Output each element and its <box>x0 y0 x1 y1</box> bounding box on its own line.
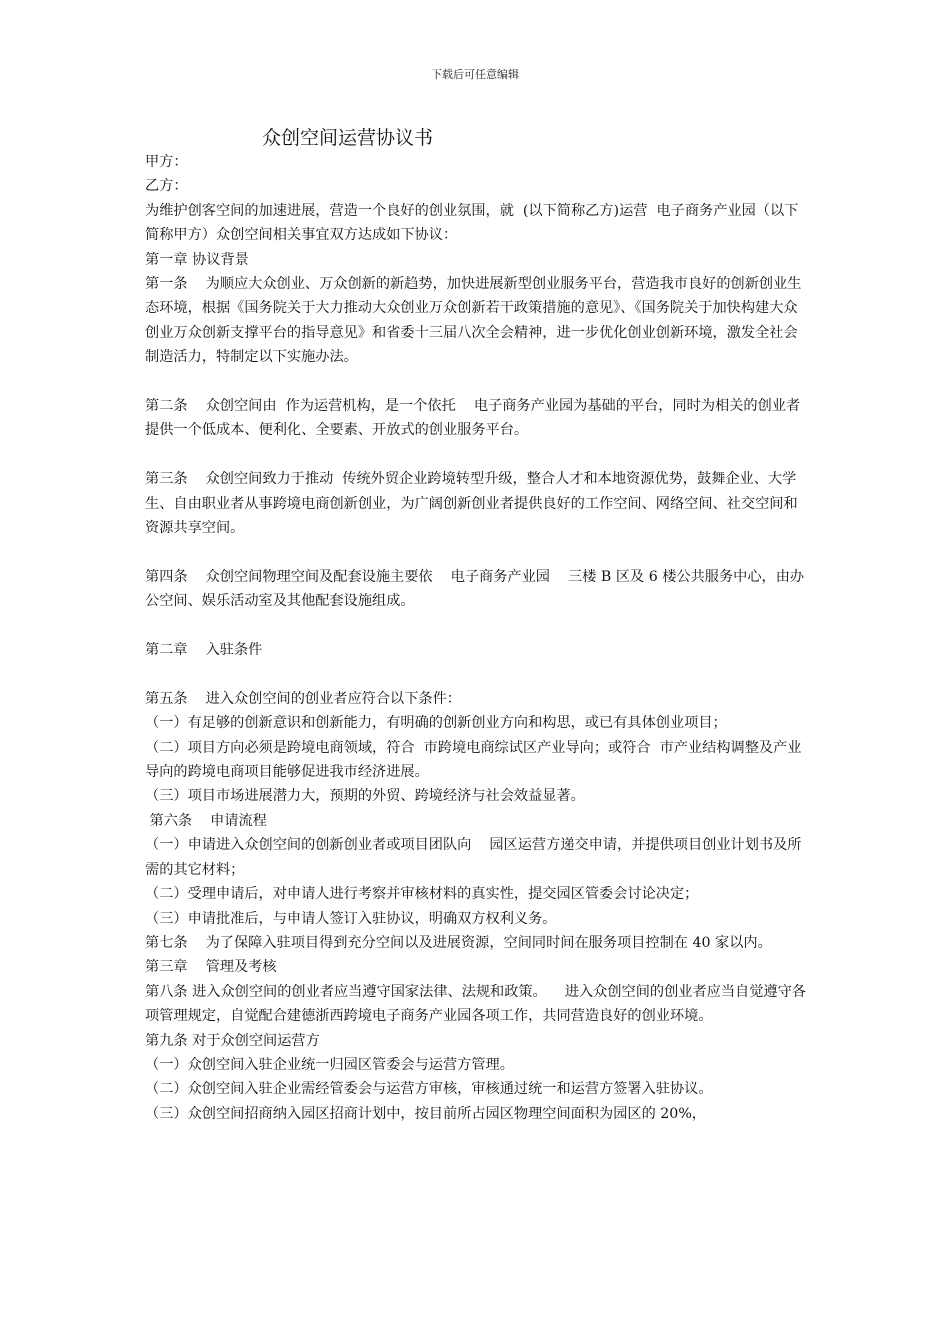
paragraph: 第六条 申请流程 <box>145 812 267 829</box>
paragraph: 第九条 对于众创空间运营方 <box>145 1032 320 1049</box>
paragraph: 第三条 众创空间致力于推动 传统外贸企业跨境转型升级，整合人才和本地资源优势，鼓舞企业、大学生、自由职业者从事跨境电商创新创业，为广阔创新创业者提供良好的工作空间、网络空间、社交空间和资源共享空间。 <box>145 471 798 537</box>
paragraph: 第一章 协议背景 <box>145 251 249 268</box>
paragraph: （三）项目市场进展潜力大，预期的外贸、跨境经济与社会效益显著。 <box>145 788 585 805</box>
paragraph: 第二条 众创空间由 作为运营机构，是一个依托 电子商务产业园为基础的平台，同时为相关的创业者提供一个低成本、便利化、全要素、开放式的创业服务平台。 <box>145 398 801 439</box>
paragraph: 第一条 为顺应大众创业、万众创新的新趋势，加快进展新型创业服务平台，营造我市良好的创新创业生态环境，根据《国务院关于大力推动大众创业万众创新若干政策措施的意见》、《国务院关于加快构建大众创业万众创新支撑平台的指导意见》和省委十三届八次全会精神，进一步优化创业创新环境，激发全社会制造活力，特制定以下实施办法。 <box>145 276 802 366</box>
paragraph: 第五条 进入众创空间的创业者应符合以下条件： <box>145 690 461 707</box>
paragraph: 为维护创客空间的加速进展，营造一个良好的创业氛围，就 (以下简称乙方)运营 电子商务产业园（以下简称甲方）众创空间相关事宜双方达成如下协议： <box>145 202 799 244</box>
paragraph: 第三章 管理及考核 <box>145 959 277 976</box>
paragraph: （二）众创空间入驻企业需经管委会与运营方审核，审核通过统一和运营方签署入驻协议。 <box>145 1081 713 1098</box>
blank-line <box>145 614 810 638</box>
document-body <box>145 150 810 1126</box>
paragraph: 第八条 进入众创空间的创业者应当遵守国家法律、法规和政策。 进入众创空间的创业者应当自觉遵守各项管理规定，自觉配合建德浙西跨境电子商务产业园各项工作，共同营造良好的创业环境。 <box>145 983 806 1025</box>
paragraph: （二）受理申请后，对申请人进行考察并审核材料的真实性，提交园区管委会讨论决定； <box>145 886 699 903</box>
paragraph: 第二章 入驻条件 <box>145 642 263 659</box>
paragraph: （一）众创空间入驻企业统一归园区管委会与运营方管理。 <box>145 1056 514 1073</box>
paragraph: （二）项目方向必须是跨境电商领域，符合 市跨境电商综试区产业导向；或符合 市产业结构调整及产业导向的跨境电商项目能够促进我市经济进展。 <box>145 739 802 781</box>
paragraph: （一）申请进入众创空间的创新创业者或项目团队向 园区运营方递交申请，并提供项目创业计划书及所需的其它材料； <box>145 837 802 878</box>
paragraph: 第七条 为了保障入驻项目得到充分空间以及进展资源，空间同时间在服务项目控制在 40 家以内。 <box>145 934 772 951</box>
blank-line <box>145 370 810 394</box>
paragraph: （一）有足够的创新意识和创新能力，有明确的创新创业方向和构思，或已有具体创业项目； <box>145 715 727 732</box>
paragraph: （三）众创空间招商纳入园区招商计划中，按目前所占园区物理空间面积为园区的 20%， <box>145 1105 706 1122</box>
paragraph: 甲方： <box>145 154 188 170</box>
paragraph: 乙方： <box>145 178 188 195</box>
page-header: 下载后可任意编辑 <box>431 68 519 81</box>
blank-line <box>145 443 810 467</box>
blank-line <box>145 662 810 686</box>
paragraph: （三）申请批准后，与申请人签订入驻协议，明确双方权利义务。 <box>145 910 557 927</box>
paragraph: 第四条 众创空间物理空间及配套设施主要依 电子商务产业园 三楼 B 区及 6 楼公共服务中心，由办公空间、娱乐活动室及其他配套设施组成。 <box>145 568 805 610</box>
document-title: 众创空间运营协议书 <box>262 127 434 149</box>
blank-line <box>145 540 810 564</box>
